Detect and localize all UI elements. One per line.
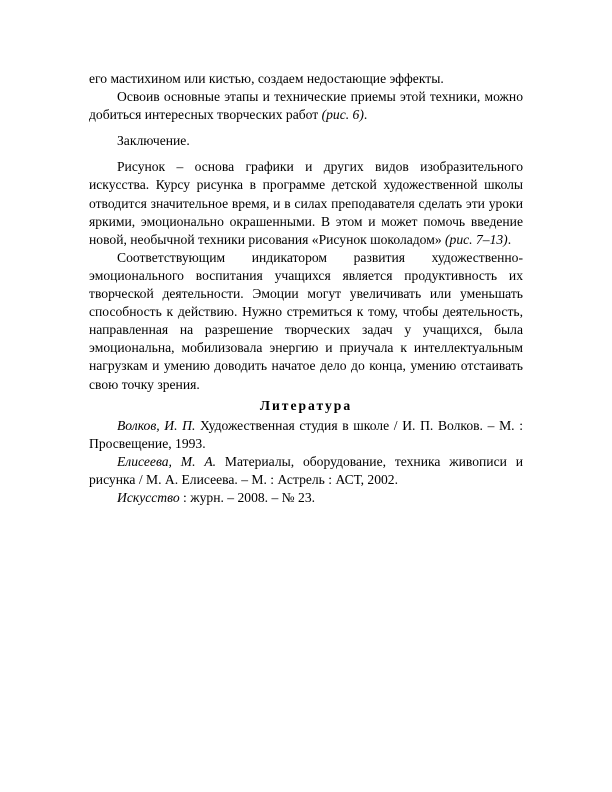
spacer (89, 150, 523, 158)
reference-3-author: Искусство (117, 490, 180, 506)
reference-1-author: Волков, И. П. (117, 417, 196, 433)
reference-3-text: : журн. – 2008. – № 23. (179, 490, 316, 506)
spacer (89, 124, 523, 132)
document-page (89, 70, 523, 507)
conclusion-label: Заключение. (117, 133, 190, 149)
paragraph-3 (89, 158, 523, 248)
literature-heading: Литература (259, 397, 353, 413)
paragraph-2-end: . (363, 107, 368, 123)
reference-2-author: Елисеева, М. А. (117, 453, 217, 469)
reference-1-text: Художественная студия в школе / И. П. Волков. – М. : Просвещение, 1993. (89, 417, 523, 451)
reference-2-text: Материалы, оборудование, техника живописи и рисунка / М. А. Елисеева. – М. : Астрель : АСТ, 2002. (89, 453, 523, 487)
reference-3 (89, 489, 523, 507)
reference-1 (89, 417, 523, 453)
reference-2 (89, 453, 523, 489)
figure-reference-7-13: (рис. 7–13) (445, 231, 508, 247)
paragraph-2 (89, 88, 523, 124)
figure-reference-6: (рис. 6) (321, 107, 364, 123)
paragraph-3-text: Рисунок – основа графики и других видов изобразительного искусства. Курсу рисунка в программе детской художественной школы отводится значительное время, и в силах преподавателя сделать эти уроки яркими, эмоционально окрашенными. В этом и может помочь введение новой, необычной техники рисования «Рисунок шоколадом» (89, 159, 523, 247)
paragraph-1: его мастихином или кистью, создаем недостающие эффекты. (89, 71, 444, 86)
paragraph-2-text: Освоив основные этапы и технические приемы этой техники, можно добиться интересных творческих работ (89, 89, 523, 123)
paragraph-3-end: . (507, 231, 512, 247)
paragraph-4: Соответствующим индикатором развития художественно-эмоционального воспитания учащихся является продуктивность их творческой деятельности. Эмоции могут увеличивать или уменьшать способность к действию. Нужно стремиться к тому, чтобы деятельность, направленная на разрешение творческих задач у учащихся, была эмоциональна, мобилизовала энергию и приучала к интеллектуальным нагрузкам и умению доводить начатое дело до конца, умению отстаивать свою точку зрения. (89, 249, 523, 392)
